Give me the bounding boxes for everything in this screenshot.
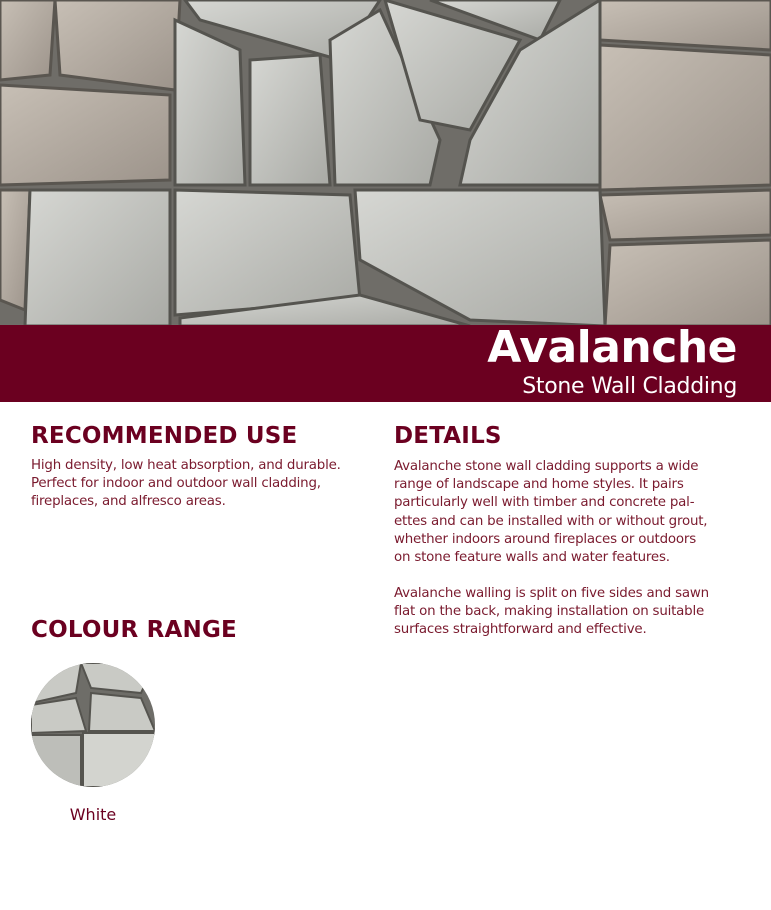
colour-range-heading: COLOUR RANGE: [31, 617, 237, 643]
text-line: Avalanche stone wall cladding supports a wide: [394, 459, 699, 474]
colour-swatch-white: [31, 663, 155, 787]
text-line: whether indoors around fireplaces or outdoors: [394, 531, 696, 547]
text-line: on stone feature walls and water features.: [394, 550, 670, 566]
details-heading: DETAILS: [394, 423, 502, 449]
recommended-use-heading: RECOMMENDED USE: [31, 423, 298, 449]
text-line: flat on the back, making installation on suitable: [394, 604, 705, 620]
recommended-use-text: [31, 457, 341, 512]
product-title: Avalanche: [487, 322, 737, 373]
stone-swatch-image: [31, 663, 155, 787]
text-line: fireplaces, and alfresco areas.: [31, 494, 226, 510]
text-line: particularly well with timber and concrete pal-: [394, 495, 695, 511]
text-line: surfaces straightforward and effective.: [394, 622, 647, 638]
text-line: ettes and can be installed with or without grout,: [394, 513, 708, 529]
text-line: Avalanche walling is split on five sides and sawn: [394, 586, 709, 601]
text-line: range of landscape and home styles. It pairs: [394, 477, 684, 493]
product-subtitle: Stone Wall Cladding: [522, 374, 737, 399]
swatch-label: White: [69, 805, 117, 824]
details-paragraph-1: [394, 458, 707, 567]
text-line: Perfect for indoor and outdoor wall cladding,: [31, 476, 321, 492]
stone-wall-photo: [0, 0, 771, 326]
text-line: High density, low heat absorption, and durable.: [31, 458, 341, 473]
details-paragraph-2: [394, 585, 709, 640]
